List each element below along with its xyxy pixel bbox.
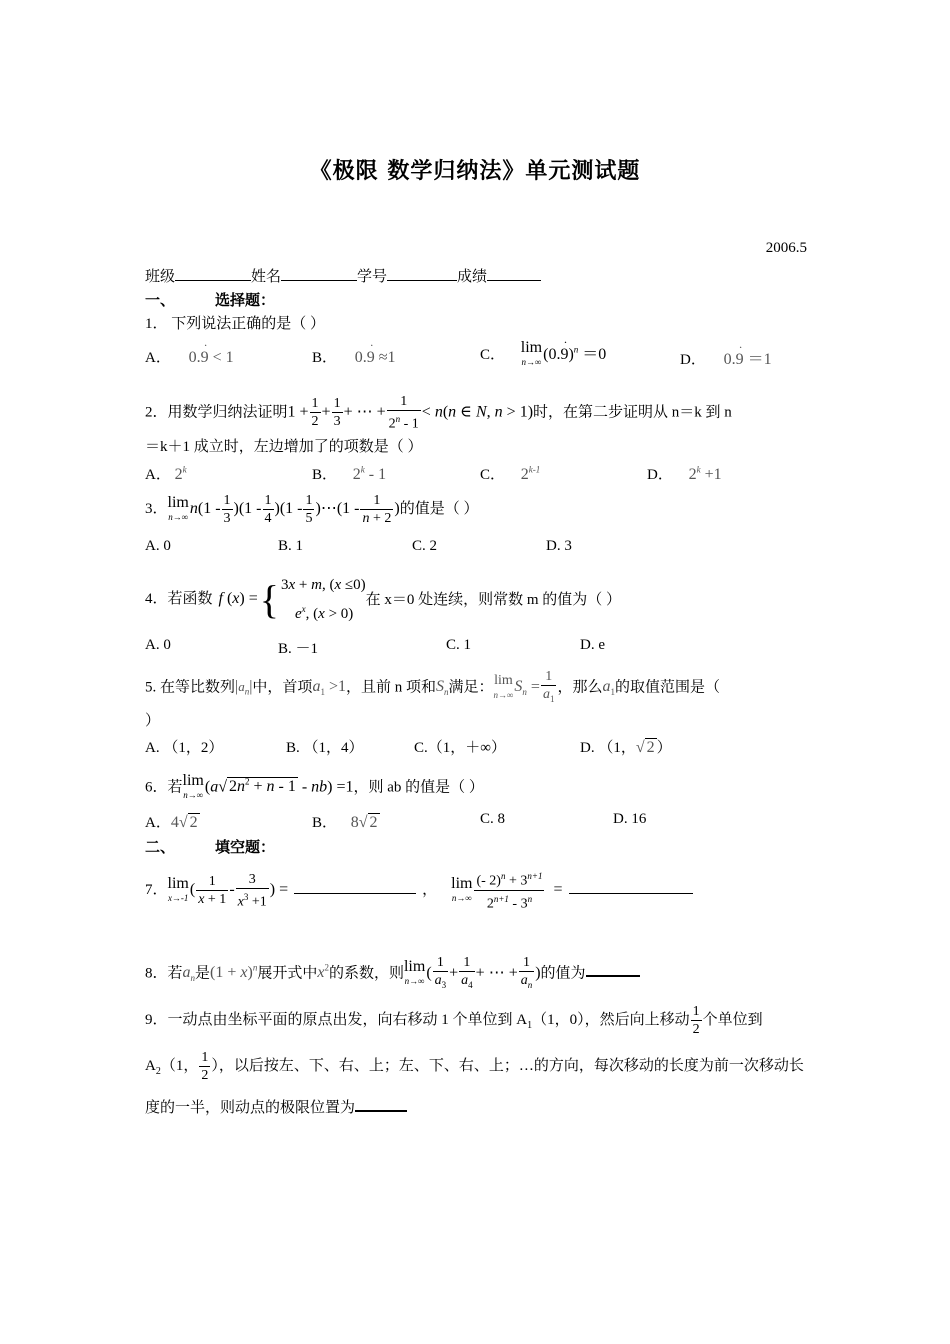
question-9-line-2: $A_2(1$， $\frac{1}{2}$ ），以后按左、下、右、上；左、下、右、上；…的方向，每次移动的长度为前一次移动长 — [145, 1050, 804, 1084]
q5-option-a[interactable]: A. （1，2） — [145, 740, 224, 756]
question-9-line-3: 度的一半，则动点的极限位置为 — [145, 1094, 810, 1119]
q4-option-b[interactable]: B. －1 — [278, 641, 319, 657]
q3-option-b[interactable]: B. 1 — [278, 538, 304, 554]
class-label: 班级 — [145, 269, 176, 285]
question-1-text: 1． 下列说法正确的是（ ） — [145, 316, 326, 332]
q5-option-c[interactable]: C.（1，＋∞） — [414, 740, 506, 756]
question-8-text: 8．若$a_n$是$(1 + x)^n$展开式中$x^2$的系数，则 lim n→∞ ( $\frac{1}{a_3}$ + $\frac{1}{a_4}$ + ⋯ + $\frac{1}{a_n}$ )的值为 — [145, 946, 810, 990]
q4-option-d[interactable]: D. e — [580, 637, 605, 653]
q5-option-b[interactable]: B. （1，4） — [286, 740, 364, 756]
score-blank[interactable] — [487, 264, 541, 281]
q2-option-d[interactable]: D． $2^k +1$ — [647, 464, 722, 483]
score-label: 成绩 — [457, 269, 488, 285]
q6-option-b[interactable]: B． 8√ 2 — [312, 814, 378, 831]
q2-option-c[interactable]: C． 2$^{k-1}$ — [480, 464, 541, 483]
class-blank[interactable] — [175, 264, 251, 281]
q3-option-c[interactable]: C. 2 — [412, 538, 438, 554]
question-7-text: 7． lim x→-1 ( $\frac{1}{x + 1}$ - $\frac{3}{x^3 +1}$ ) = ， lim n→∞ $\frac{(- 2)^n + 3^{n+1}}{2^{n+1} - 3^n}$ = — [145, 868, 810, 912]
name-blank[interactable] — [281, 264, 357, 281]
q2-option-b[interactable]: B． 2$^k$ - 1 — [312, 464, 387, 483]
q1-option-a[interactable]: A． 0.9 · < 1 — [145, 338, 234, 366]
question-2-line-1: 2．用数学归纳法证明1 + $\frac{1}{2}$ + $\frac{1}{3}$ + ⋯ + $\frac{1}{2^n - 1}$ < n(n ∈ N, n > 1)时，在第二步证明从 n＝k 到 n — [145, 394, 732, 432]
q3-option-a[interactable]: A. 0 — [145, 538, 171, 554]
q3-option-d[interactable]: D. 3 — [546, 538, 572, 554]
q8-blank[interactable] — [586, 959, 640, 977]
section-fill-heading: 二、 填空题： — [145, 840, 276, 856]
student-info-row — [145, 264, 810, 288]
student-id-blank[interactable] — [387, 264, 457, 281]
question-5-line-1: 5. 在等比数列$|a_n|$中，首项$a_1 >1$，且前 n 项和$S_n$满足： lim n→∞ $S_n$ = $\frac{1}{a_1}$ ，那么$a_1$的取值范围是（ — [145, 669, 720, 704]
question-2-line-2: ＝k＋1 成立时，左边增加了的项数是（ ） — [145, 439, 423, 455]
q1-option-c[interactable]: C． lim n→∞ (0.9 · )$^n$ ＝0 — [480, 335, 607, 368]
question-4-text: 4．若函数 f (x) ={ 3x + m, (x ≤0) $e^x$, (x > 0) 在 x＝0 处连续，则常数 m 的值为（ ） — [145, 576, 622, 623]
question-9-line-1: 9．一动点由坐标平面的原点出发，向右移动 1 个单位到 $A_1(1$，0），然后向上移动 $\frac{1}{2}$ 个单位到 — [145, 1004, 763, 1038]
question-5-line-2: ） — [145, 713, 161, 729]
q6-option-d[interactable]: D. 16 — [613, 811, 647, 827]
q9-blank[interactable] — [355, 1094, 407, 1112]
q5-option-d[interactable]: D. （1，√ 2 ） — [580, 739, 672, 756]
section-choice-heading: 一、 选择题： — [145, 293, 276, 309]
date: 2006.5 — [765, 240, 807, 256]
q7-blank-1[interactable] — [294, 877, 416, 894]
q6-option-a[interactable]: A．4√ 2 — [145, 814, 198, 831]
q1-option-b[interactable]: B． 0.9 · ≈1 — [312, 338, 396, 366]
q4-option-a[interactable]: A. 0 — [145, 637, 171, 653]
q2-option-a[interactable]: A． 2$^k$ — [145, 464, 187, 483]
question-3-text: 3． lim n→∞ n(1 - $\frac{1}{3}$ )(1 - $\frac{1}{4}$ )(1 - $\frac{1}{5}$ )⋯(1 - $\frac{1}{n + 2}$ )的值是（ ） — [145, 493, 479, 526]
q4-option-c[interactable]: C. 1 — [446, 637, 472, 653]
page-title: 《极限 数学归纳法》单元测试题 — [309, 159, 641, 184]
q7-blank-2[interactable] — [569, 877, 693, 894]
name-label: 姓名 — [251, 269, 282, 285]
student-id-label: 学号 — [357, 269, 388, 285]
q6-option-c[interactable]: C. 8 — [480, 811, 506, 827]
q1-option-d[interactable]: D． 0.9 · ＝1 — [680, 340, 772, 368]
question-6-text: 6．若 lim n→∞ (a√ $2n^2 + n - 1 - nb) =1$，则 ab 的值是（ ） — [145, 771, 484, 800]
